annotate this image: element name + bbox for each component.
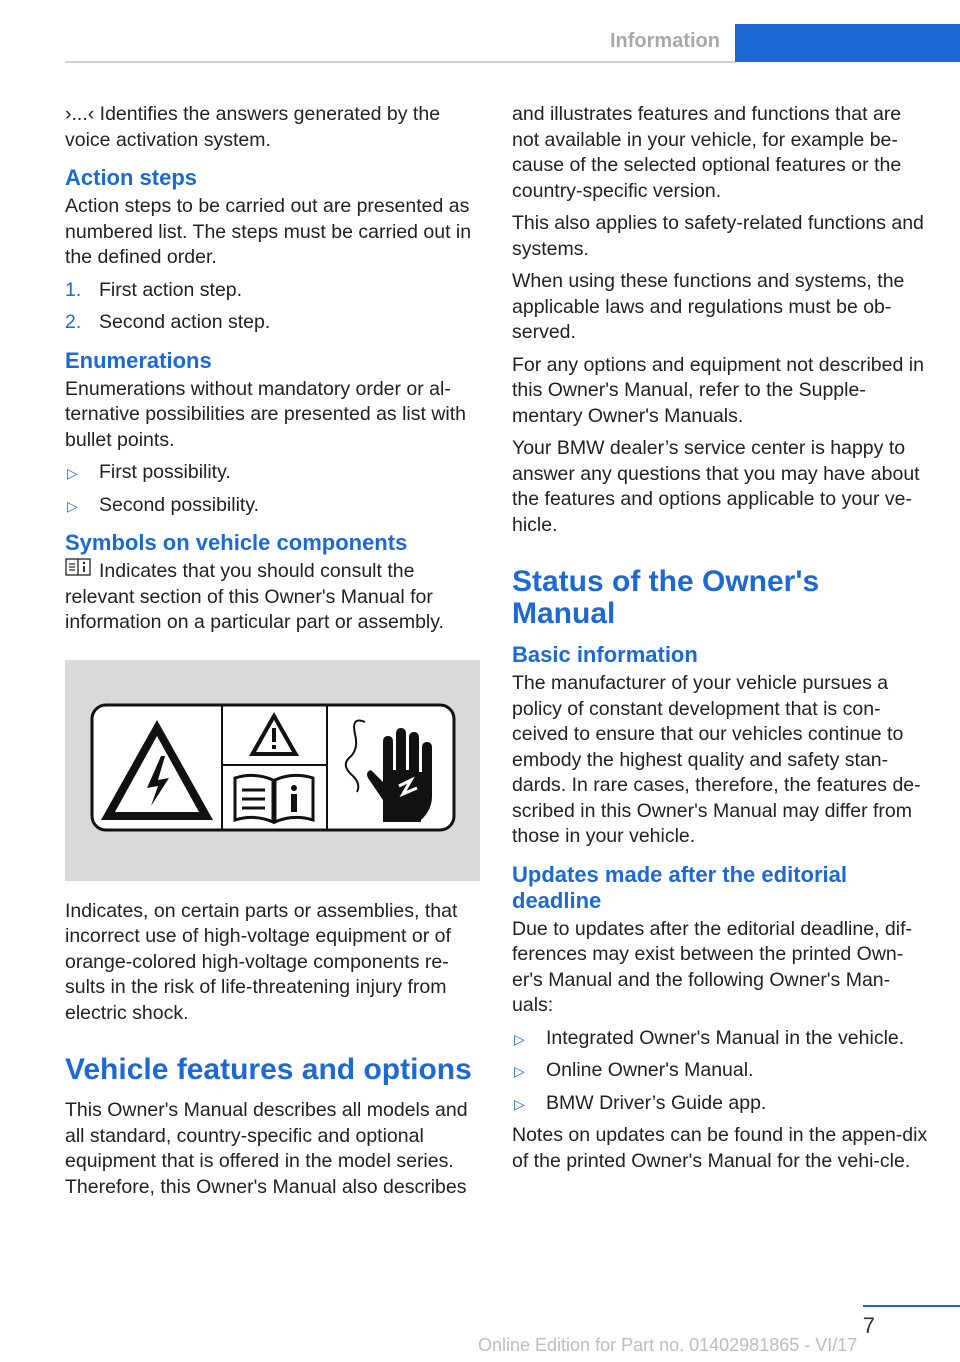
right-column (512, 102, 930, 1181)
status-heading: Status of the Owner's Manual (512, 565, 820, 630)
basic-information-heading: Basic information (512, 642, 698, 667)
list-item-text: BMW Driver’s Guide app. (546, 1091, 767, 1114)
header-rule (65, 61, 735, 63)
symbols-text (65, 559, 480, 636)
list-item (512, 1026, 930, 1052)
list-item-text: Second action step. (99, 311, 271, 333)
left-column (65, 102, 480, 1207)
figure-caption: Indicates, on certain parts or assemblies, that incorrect use of high-voltage equipment or of orange-colored high-voltage components re‐sults in the risk of life-threatening injury from electric shock. (65, 899, 458, 1024)
list-item-text: First possibility. (99, 461, 231, 483)
paragraph: When using these functions and systems, the applicable laws and regulations must be ob‐served. (512, 270, 905, 343)
list-item (512, 1058, 930, 1084)
bullet-triangle-icon: ▷ (67, 497, 78, 514)
edition-footer: Online Edition for Part no. 01402981865 - VI/17 (478, 1335, 858, 1355)
manual-book-icon (65, 558, 91, 584)
paragraph: and illustrates features and functions that are not available in your vehicle, for example be‐cause of the selected optional features or the country-specific version. (512, 103, 902, 202)
footer-rule (863, 1305, 960, 1307)
list-item (65, 278, 480, 304)
updates-text: Due to updates after the editorial deadline, dif‐ferences may exist between the printed Own‐er's Manual and the following Owner's Man‐uals: (512, 917, 913, 1016)
list-item-text: First action step. (99, 278, 243, 301)
step-number: 1. (65, 278, 82, 301)
list-item-text: Online Owner's Manual. (546, 1059, 754, 1081)
step-number: 2. (65, 311, 82, 333)
paragraph: This also applies to safety-related functions and systems. (512, 212, 924, 260)
vehicle-features-heading: Vehicle features and options (65, 1053, 472, 1086)
symbols-text-body: Indicates that you should consult the relevant section of this Owner's Manual for information on a particular part or assembly. (65, 560, 444, 633)
action-steps-heading: Action steps (65, 165, 198, 190)
list-item (65, 460, 480, 486)
list-item (512, 1091, 930, 1117)
updates-heading: Updates made after the editorial deadline (512, 861, 847, 913)
list-item (65, 310, 480, 336)
bullet-triangle-icon: ▷ (514, 1095, 525, 1112)
list-item-text: Second possibility. (99, 493, 260, 516)
action-steps-text: Action steps to be carried out are presented as numbered list. The steps must be carried out in the defined order. (65, 195, 472, 268)
basic-information-text: The manufacturer of your vehicle pursues a policy of constant development that is con‐ceived to ensure that our vehicles continue to embody the highest quality and safety stan‐dards. In rare cases, therefore, the features de‐scribed in this Owner's Manual may differ from those in your vehicle. (512, 672, 921, 847)
high-voltage-warning-figure (65, 660, 480, 881)
bullet-triangle-icon: ▷ (514, 1063, 525, 1079)
updates-notes: Notes on updates can be found in the appen‐dix of the printed Owner's Manual for the vehi‐cle. (512, 1124, 928, 1172)
enumerations-heading: Enumerations (65, 347, 212, 373)
action-steps-list (65, 278, 480, 336)
section-title: Information (610, 30, 720, 52)
paragraph: For any options and equipment not described in this Owner's Manual, refer to the Supple‐mentary Owner's Manuals. (512, 353, 924, 427)
list-item-text: Integrated Owner's Manual in the vehicle. (546, 1026, 905, 1049)
list-item (65, 493, 480, 519)
bullet-triangle-icon: ▷ (514, 1030, 525, 1047)
intro-paragraph: ›...‹ Identifies the answers generated by the voice activation system. (65, 103, 441, 151)
updates-list (512, 1026, 930, 1117)
enumerations-text: Enumerations without mandatory order or al‐ternative possibilities are presented as list with bullet points. (65, 377, 467, 451)
page-number: 7 (862, 1313, 875, 1338)
symbols-heading: Symbols on vehicle components (65, 530, 408, 555)
bullet-triangle-icon: ▷ (67, 465, 78, 481)
high-voltage-label-graphic (65, 660, 480, 881)
section-tab (735, 24, 960, 62)
enumerations-list (65, 460, 480, 518)
vehicle-features-text: This Owner's Manual describes all models and all standard, country-specific and optional equipment that is offered in the model series. Therefore, this Owner's Manual also describes (65, 1099, 468, 1198)
paragraph: Your BMW dealer’s service center is happy to answer any questions that you may have about the features and options applicable to your ve‐hicle. (512, 437, 920, 536)
